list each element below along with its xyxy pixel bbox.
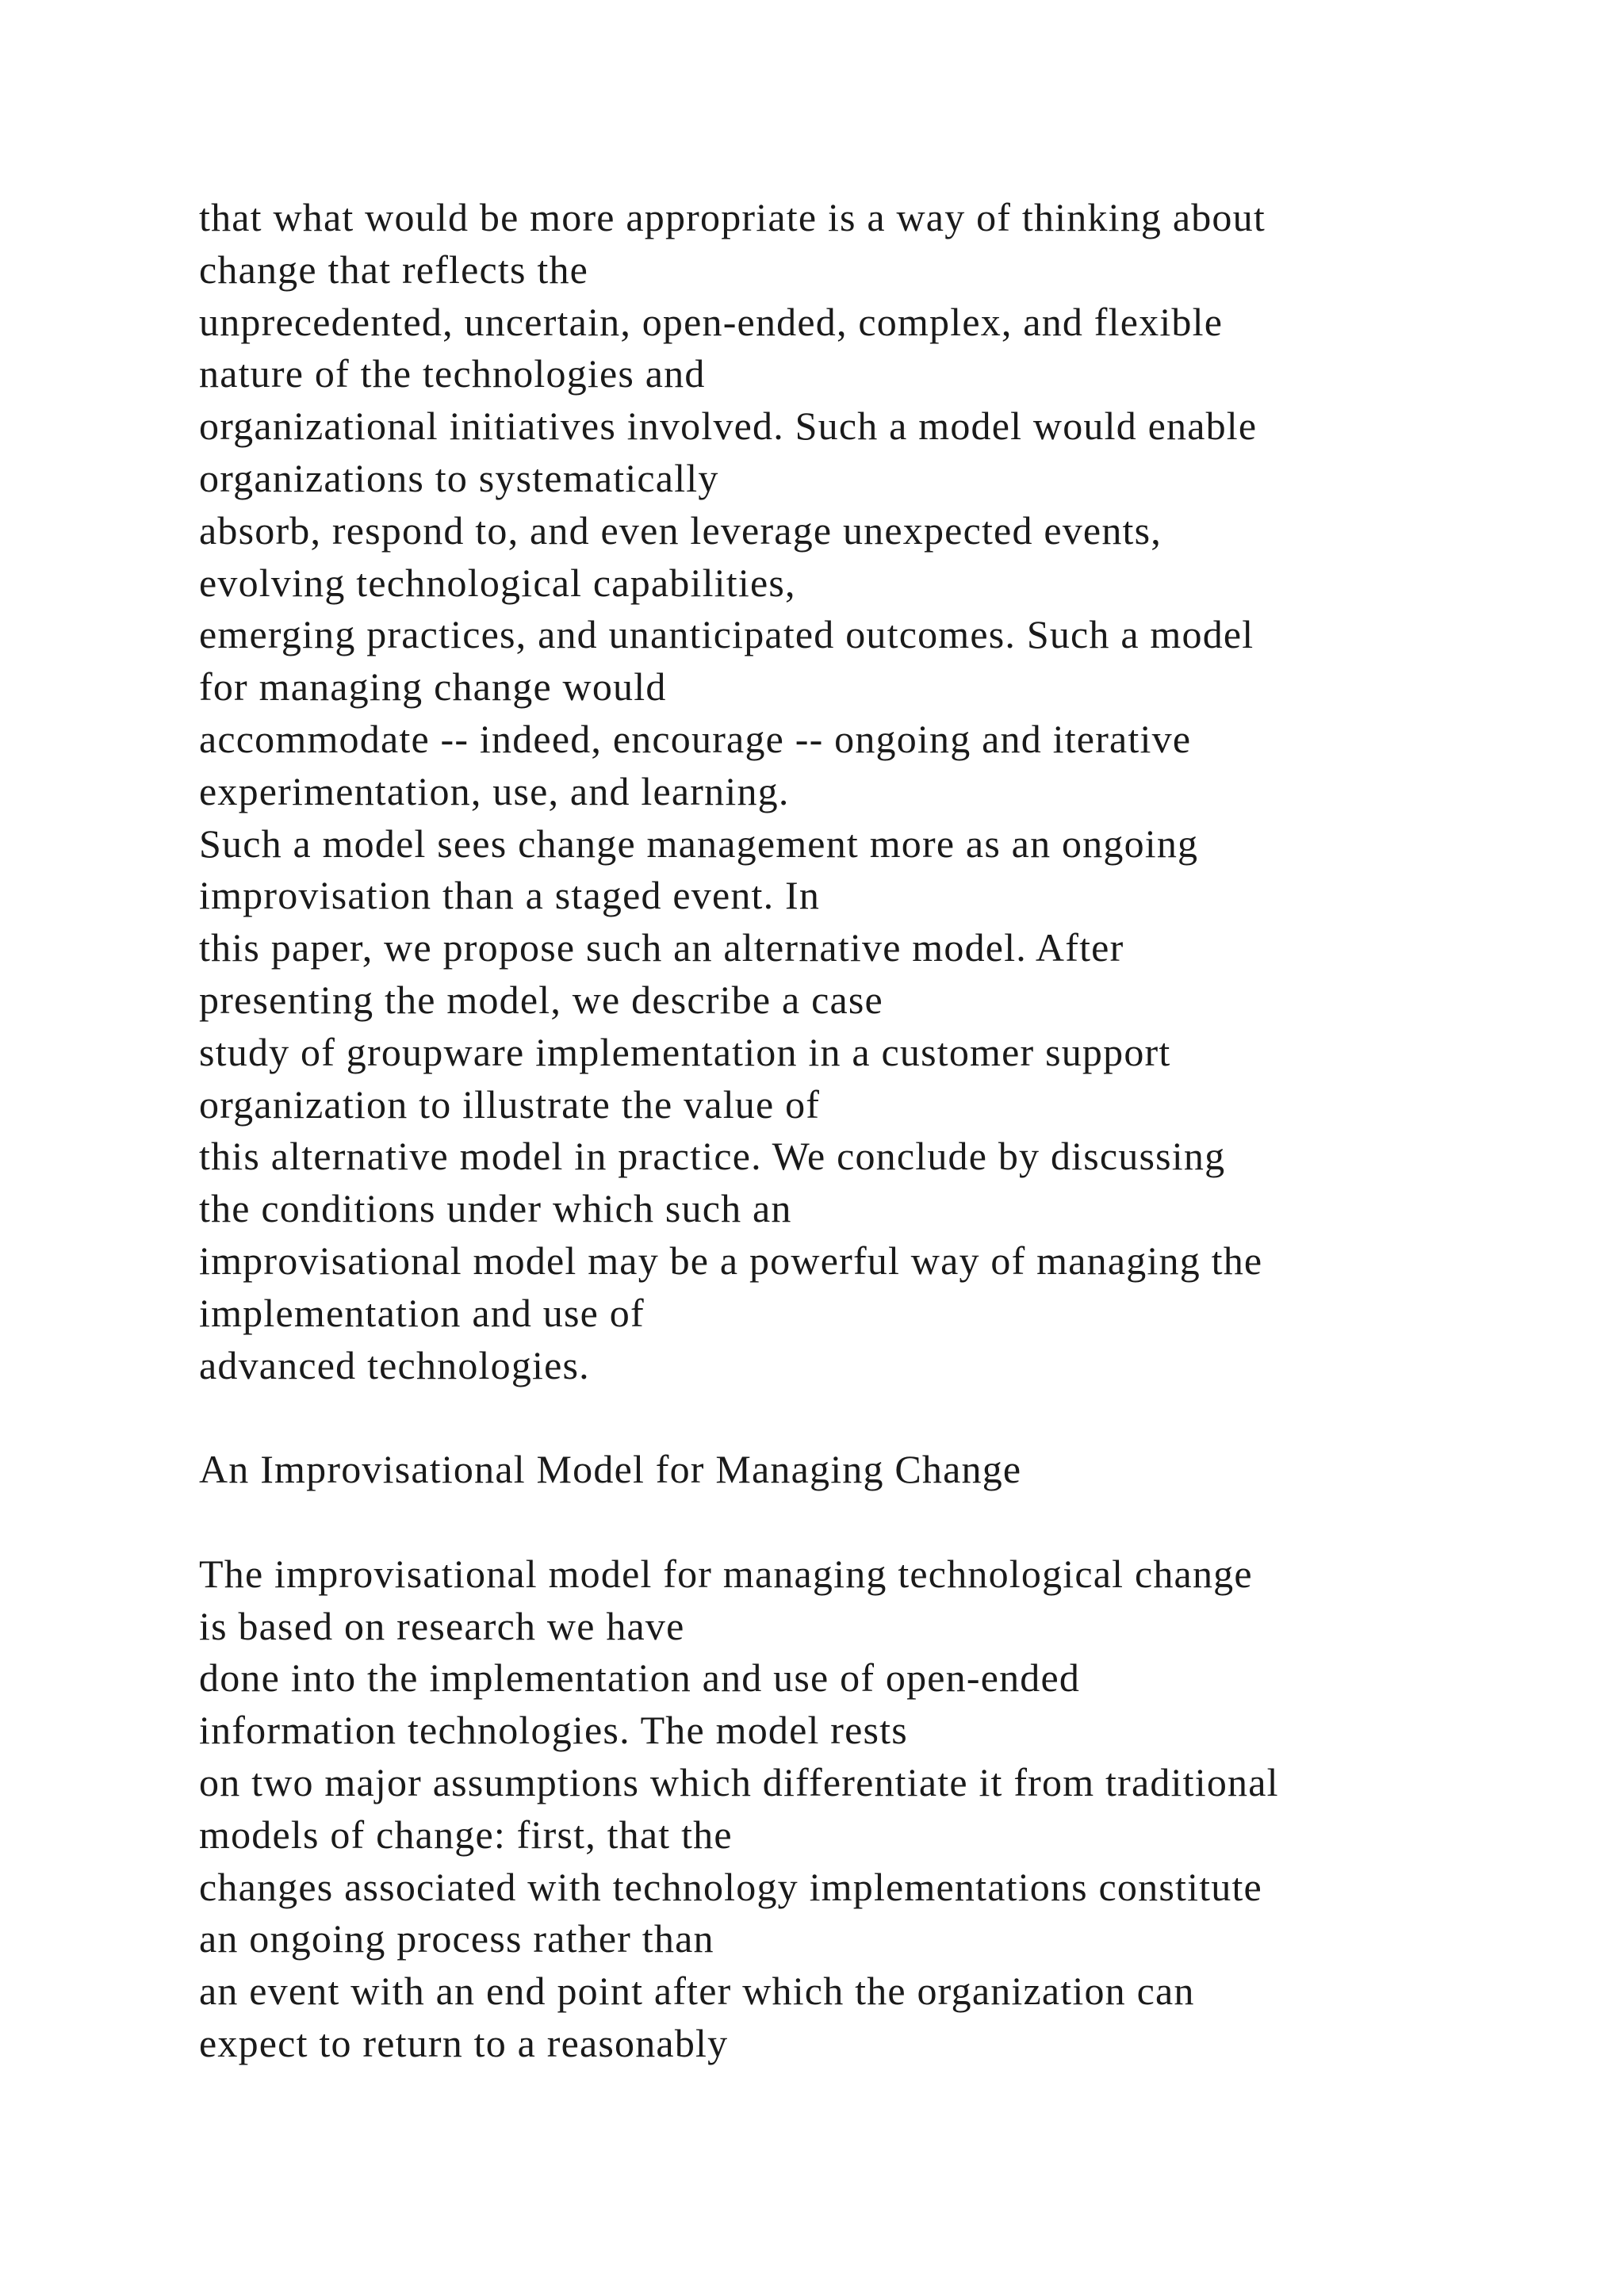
text-line: improvisational model may be a powerful way of managing the — [199, 1238, 1263, 1283]
text-line: nature of the technologies and — [199, 351, 706, 396]
text-line: models of change: first, that the — [199, 1812, 733, 1857]
paragraph-spacer — [199, 1391, 1515, 1444]
text-line: improvisation than a staged event. In — [199, 873, 821, 918]
paragraph-spacer — [199, 1496, 1515, 1548]
text-line: absorb, respond to, and even leverage unexpected events, — [199, 507, 1162, 553]
text-line: an event with an end point after which the organization can — [199, 1969, 1195, 2014]
text-line: information technologies. The model rests — [199, 1708, 908, 1753]
paragraph-model — [199, 1548, 1515, 2070]
text-line: this paper, we propose such an alternative model. After — [199, 925, 1124, 970]
text-line: is based on research we have — [199, 1603, 685, 1648]
text-line: the conditions under which such an — [199, 1186, 792, 1231]
text-line: Such a model sees change management more as an ongoing — [199, 821, 1199, 866]
text-line: changes associated with technology implementations constitute — [199, 1864, 1262, 1909]
document-body — [199, 192, 1515, 2070]
text-line: organizations to systematically — [199, 455, 719, 500]
text-line: implementation and use of — [199, 1290, 645, 1335]
text-line: an ongoing process rather than — [199, 1916, 714, 1961]
text-line: this alternative model in practice. We conclude by discussing — [199, 1134, 1226, 1179]
text-line: for managing change would — [199, 664, 667, 710]
text-line: presenting the model, we describe a case — [199, 977, 883, 1022]
text-line: The improvisational model for managing technological change — [199, 1551, 1253, 1596]
text-line: advanced technologies. — [199, 1342, 590, 1387]
text-line: done into the implementation and use of open-ended — [199, 1655, 1081, 1701]
text-line: accommodate -- indeed, encourage -- ongoing and iterative — [199, 716, 1192, 761]
text-line: experimentation, use, and learning. — [199, 768, 790, 813]
text-line: emerging practices, and unanticipated outcomes. Such a model — [199, 612, 1254, 657]
text-line: on two major assumptions which differentiate it from traditional — [199, 1759, 1279, 1804]
text-line: that what would be more appropriate is a way of thinking about — [199, 195, 1266, 239]
section-heading: An Improvisational Model for Managing Change — [199, 1447, 1022, 1492]
text-line: expect to return to a reasonably — [199, 2020, 729, 2065]
text-line: organization to illustrate the value of — [199, 1081, 821, 1127]
text-line: change that reflects the — [199, 247, 589, 292]
text-line: study of groupware implementation in a customer support — [199, 1029, 1171, 1074]
text-line: unprecedented, uncertain, open-ended, complex, and flexible — [199, 299, 1224, 344]
paragraph-intro — [199, 192, 1515, 1391]
text-line: organizational initiatives involved. Such a model would enable — [199, 404, 1258, 449]
text-line: evolving technological capabilities, — [199, 560, 796, 605]
